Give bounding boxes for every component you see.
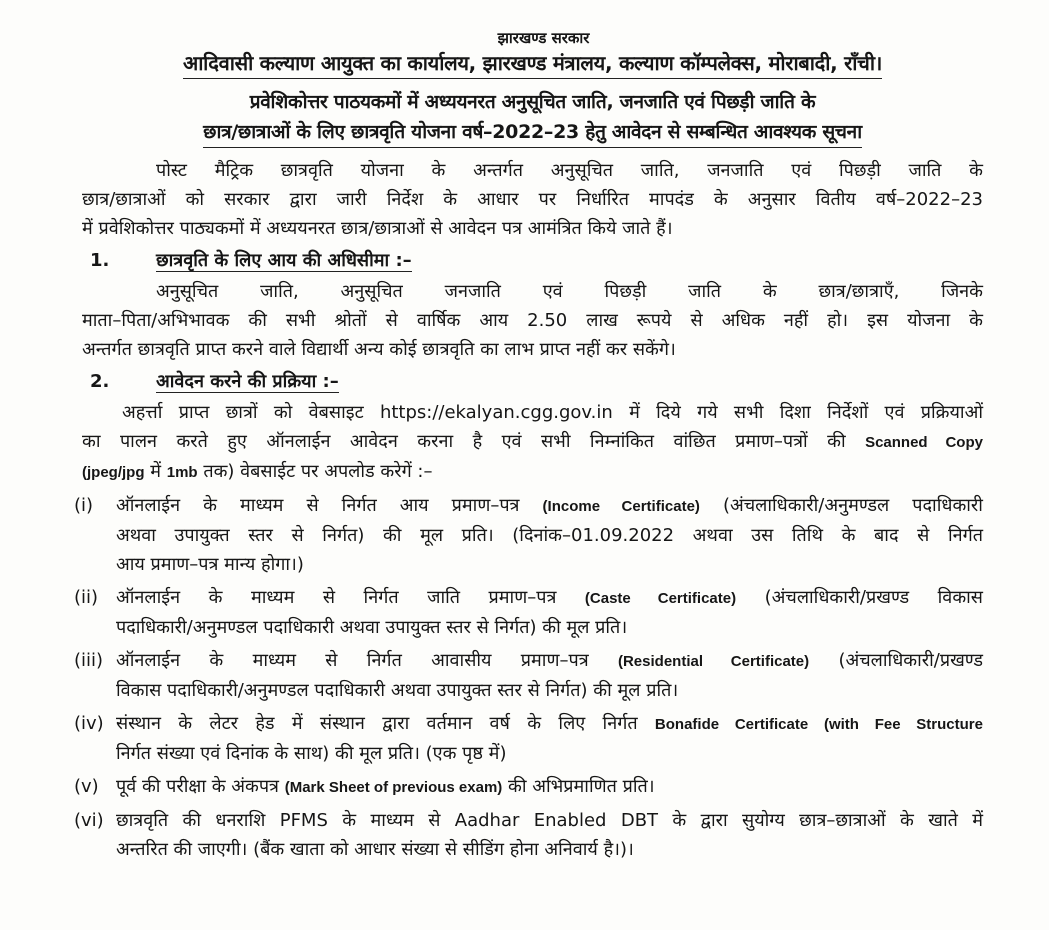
list-item-caste-certificate [74, 583, 983, 642]
list-item-line: अथवा उपायुक्त स्तर से निर्गत) की मूल प्रति। (दिनांक–01.09.2022 अथवा उस तिथि के बाद से निर्गत [116, 525, 983, 546]
office-heading-wrap [82, 48, 983, 79]
intro-paragraph [82, 156, 983, 243]
list-item-line [116, 772, 983, 802]
section-2-heading [82, 366, 983, 398]
section-2-title: आवेदन करने की प्रक्रिया :– [156, 371, 339, 392]
list-item-text: (अंचलाधिकारी/अनुमण्डल पदाधिकारी [722, 495, 983, 516]
government-name: झारखण्ड सरकार [497, 29, 590, 47]
section-1-number: 1. [90, 250, 110, 271]
list-item-marker: (vi) [74, 810, 104, 831]
income-certificate-label: (Income Certificate) [542, 498, 700, 515]
list-item-line [116, 583, 983, 613]
intro-line-1: पोस्ट मैट्रिक छात्रवृति योजना के अन्तर्गत अनुसूचित जाति, जनजाति एवं पिछड़ी जाति के [156, 160, 983, 181]
list-item-marker: (ii) [74, 587, 99, 608]
list-item-residential-certificate [74, 646, 983, 705]
office-name: आदिवासी कल्याण आयुक्त का कार्यालय, झारखण्ड मंत्रालय, कल्याण कॉम्पलेक्स, मोराबादी, राँची। [183, 48, 882, 79]
section-1-title: छात्रवृति के लिए आय की अधिसीमा :– [156, 250, 412, 271]
bonafide-certificate-label: Bonafide Certificate (with Fee Structure [654, 716, 983, 733]
subject-line-2: छात्र/छात्राओं के लिए छात्रवृति योजना वर्ष–2022–23 हेतु आवेदन से सम्बन्धित आवश्यक सूचना [203, 117, 862, 148]
list-item-line: आय प्रमाण–पत्र मान्य होगा।) [116, 554, 304, 575]
list-item-marker: (i) [74, 495, 94, 516]
section-2-line-1: अहर्त्ता प्राप्त छात्रों को वेबसाइट https://ekalyan.cgg.gov.in में दिये गये सभी दिशा निर्देशों एवं प्रक्रियाओं [122, 402, 983, 423]
list-item-text: ऑनलाईन के माध्यम से निर्गत आय प्रमाण–पत्र [116, 495, 520, 516]
list-item-line: निर्गत संख्या एवं दिनांक के साथ) की मूल प्रति। (एक पृष्ठ में) [116, 743, 507, 764]
section-2-line-2-text: का पालन करते हुए ऑनलाईन आवेदन करना है एवं सभी निम्नांकित वांछित प्रमाण–पत्रों की [82, 431, 846, 452]
intro-line-3: में प्रवेशिकोत्तर पाठ्यकमों में अध्ययनरत छात्र/छात्राओं से आवेदन पत्र आमंत्रित किये जाते हैं। [82, 218, 673, 239]
mark-sheet-label: (Mark Sheet of previous exam) [284, 779, 503, 796]
list-item-line: पदाधिकारी/अनुमण्डल पदाधिकारी अथवा उपायुक्त स्तर से निर्गत) की मूल प्रति। [116, 617, 628, 638]
section-2-body [82, 398, 983, 487]
file-size-label: 1mb [166, 464, 198, 481]
section-2-line-3 [82, 457, 983, 487]
list-item-scholarship-transfer [74, 806, 983, 864]
list-item-marker: (v) [74, 776, 99, 797]
file-format-label: (jpeg/jpg [82, 464, 145, 481]
list-item-marker: (iv) [74, 713, 104, 734]
section-1-body [82, 277, 983, 364]
list-item-line [116, 709, 983, 739]
scanned-copy-label: Scanned Copy [865, 434, 983, 451]
section-2-line-3-mein: में [150, 461, 161, 482]
notice-subject [82, 87, 983, 148]
list-item-income-certificate [74, 491, 983, 579]
section-1-heading [82, 245, 983, 277]
list-item-line: विकास पदाधिकारी/अनुमण्डल पदाधिकारी अथवा उपायुक्त स्तर से निर्गत) की मूल प्रति। [116, 680, 679, 701]
section-1-line-1: अनुसूचित जाति, अनुसूचित जनजाति एवं पिछड़ी जाति के छात्र/छात्राएँ, जिनके [156, 281, 983, 302]
section-2-line-2 [82, 427, 983, 457]
list-item-marker: (iii) [74, 650, 104, 671]
caste-certificate-label: (Caste Certificate) [584, 590, 737, 607]
list-item-mark-sheet [74, 772, 983, 802]
list-item-text: ऑनलाईन के माध्यम से निर्गत आवासीय प्रमाण–पत्र [116, 650, 589, 671]
list-item-line [116, 646, 983, 676]
list-item-line: छात्रवृति की धनराशि PFMS के माध्यम से Aadhar Enabled DBT के द्वारा सुयोग्य छात्र–छात्राओं के खाते में [116, 810, 983, 831]
residential-certificate-label: (Residential Certificate) [617, 653, 810, 670]
list-item-text: (अंचलाधिकारी/प्रखण्ड विकास [764, 587, 983, 608]
section-2-line-3-text: तक) वेबसाईट पर अपलोड करेगें :– [203, 461, 433, 482]
list-item-text: संस्थान के लेटर हेड में संस्थान द्वारा वर्तमान वर्ष के लिए निर्गत [116, 713, 638, 734]
section-2-number: 2. [90, 371, 110, 392]
list-item-line [116, 491, 983, 521]
list-item-bonafide-certificate [74, 709, 983, 768]
subject-line-1: प्रवेशिकोत्तर पाठयकमों में अध्ययनरत अनुसूचित जाति, जनजाति एवं पिछड़ी जाति के [249, 91, 816, 113]
intro-line-2: छात्र/छात्राओं को सरकार द्वारा जारी निर्देश के आधार पर निर्धारित मापदंड के अनुसार वितीय वर्ष–2022–23 [82, 189, 983, 210]
section-1-line-3: अन्तर्गत छात्रवृति प्राप्त करने वाले विद्यार्थी अन्य कोई छात्रवृति का लाभ प्राप्त नहीं कर सकेंगे। [82, 339, 676, 360]
list-item-text: (अंचलाधिकारी/प्रखण्ड [838, 650, 983, 671]
list-item-text: ऑनलाईन के माध्यम से निर्गत जाति प्रमाण–पत्र [116, 587, 557, 608]
section-1-line-2: माता–पिता/अभिभावक की सभी श्रोतों से वार्षिक आय 2.50 लाख रूपये से अधिक नहीं हो। इस योजना के [82, 310, 983, 331]
list-item-line: अन्तरित की जाएगी। (बैंक खाता को आधार संख्या से सीडिंग होना अनिवार्य है।)। [116, 839, 634, 860]
list-item-text: पूर्व की परीक्षा के अंकपत्र [116, 776, 279, 797]
list-item-text: की अभिप्रमाणित प्रति। [508, 776, 655, 797]
